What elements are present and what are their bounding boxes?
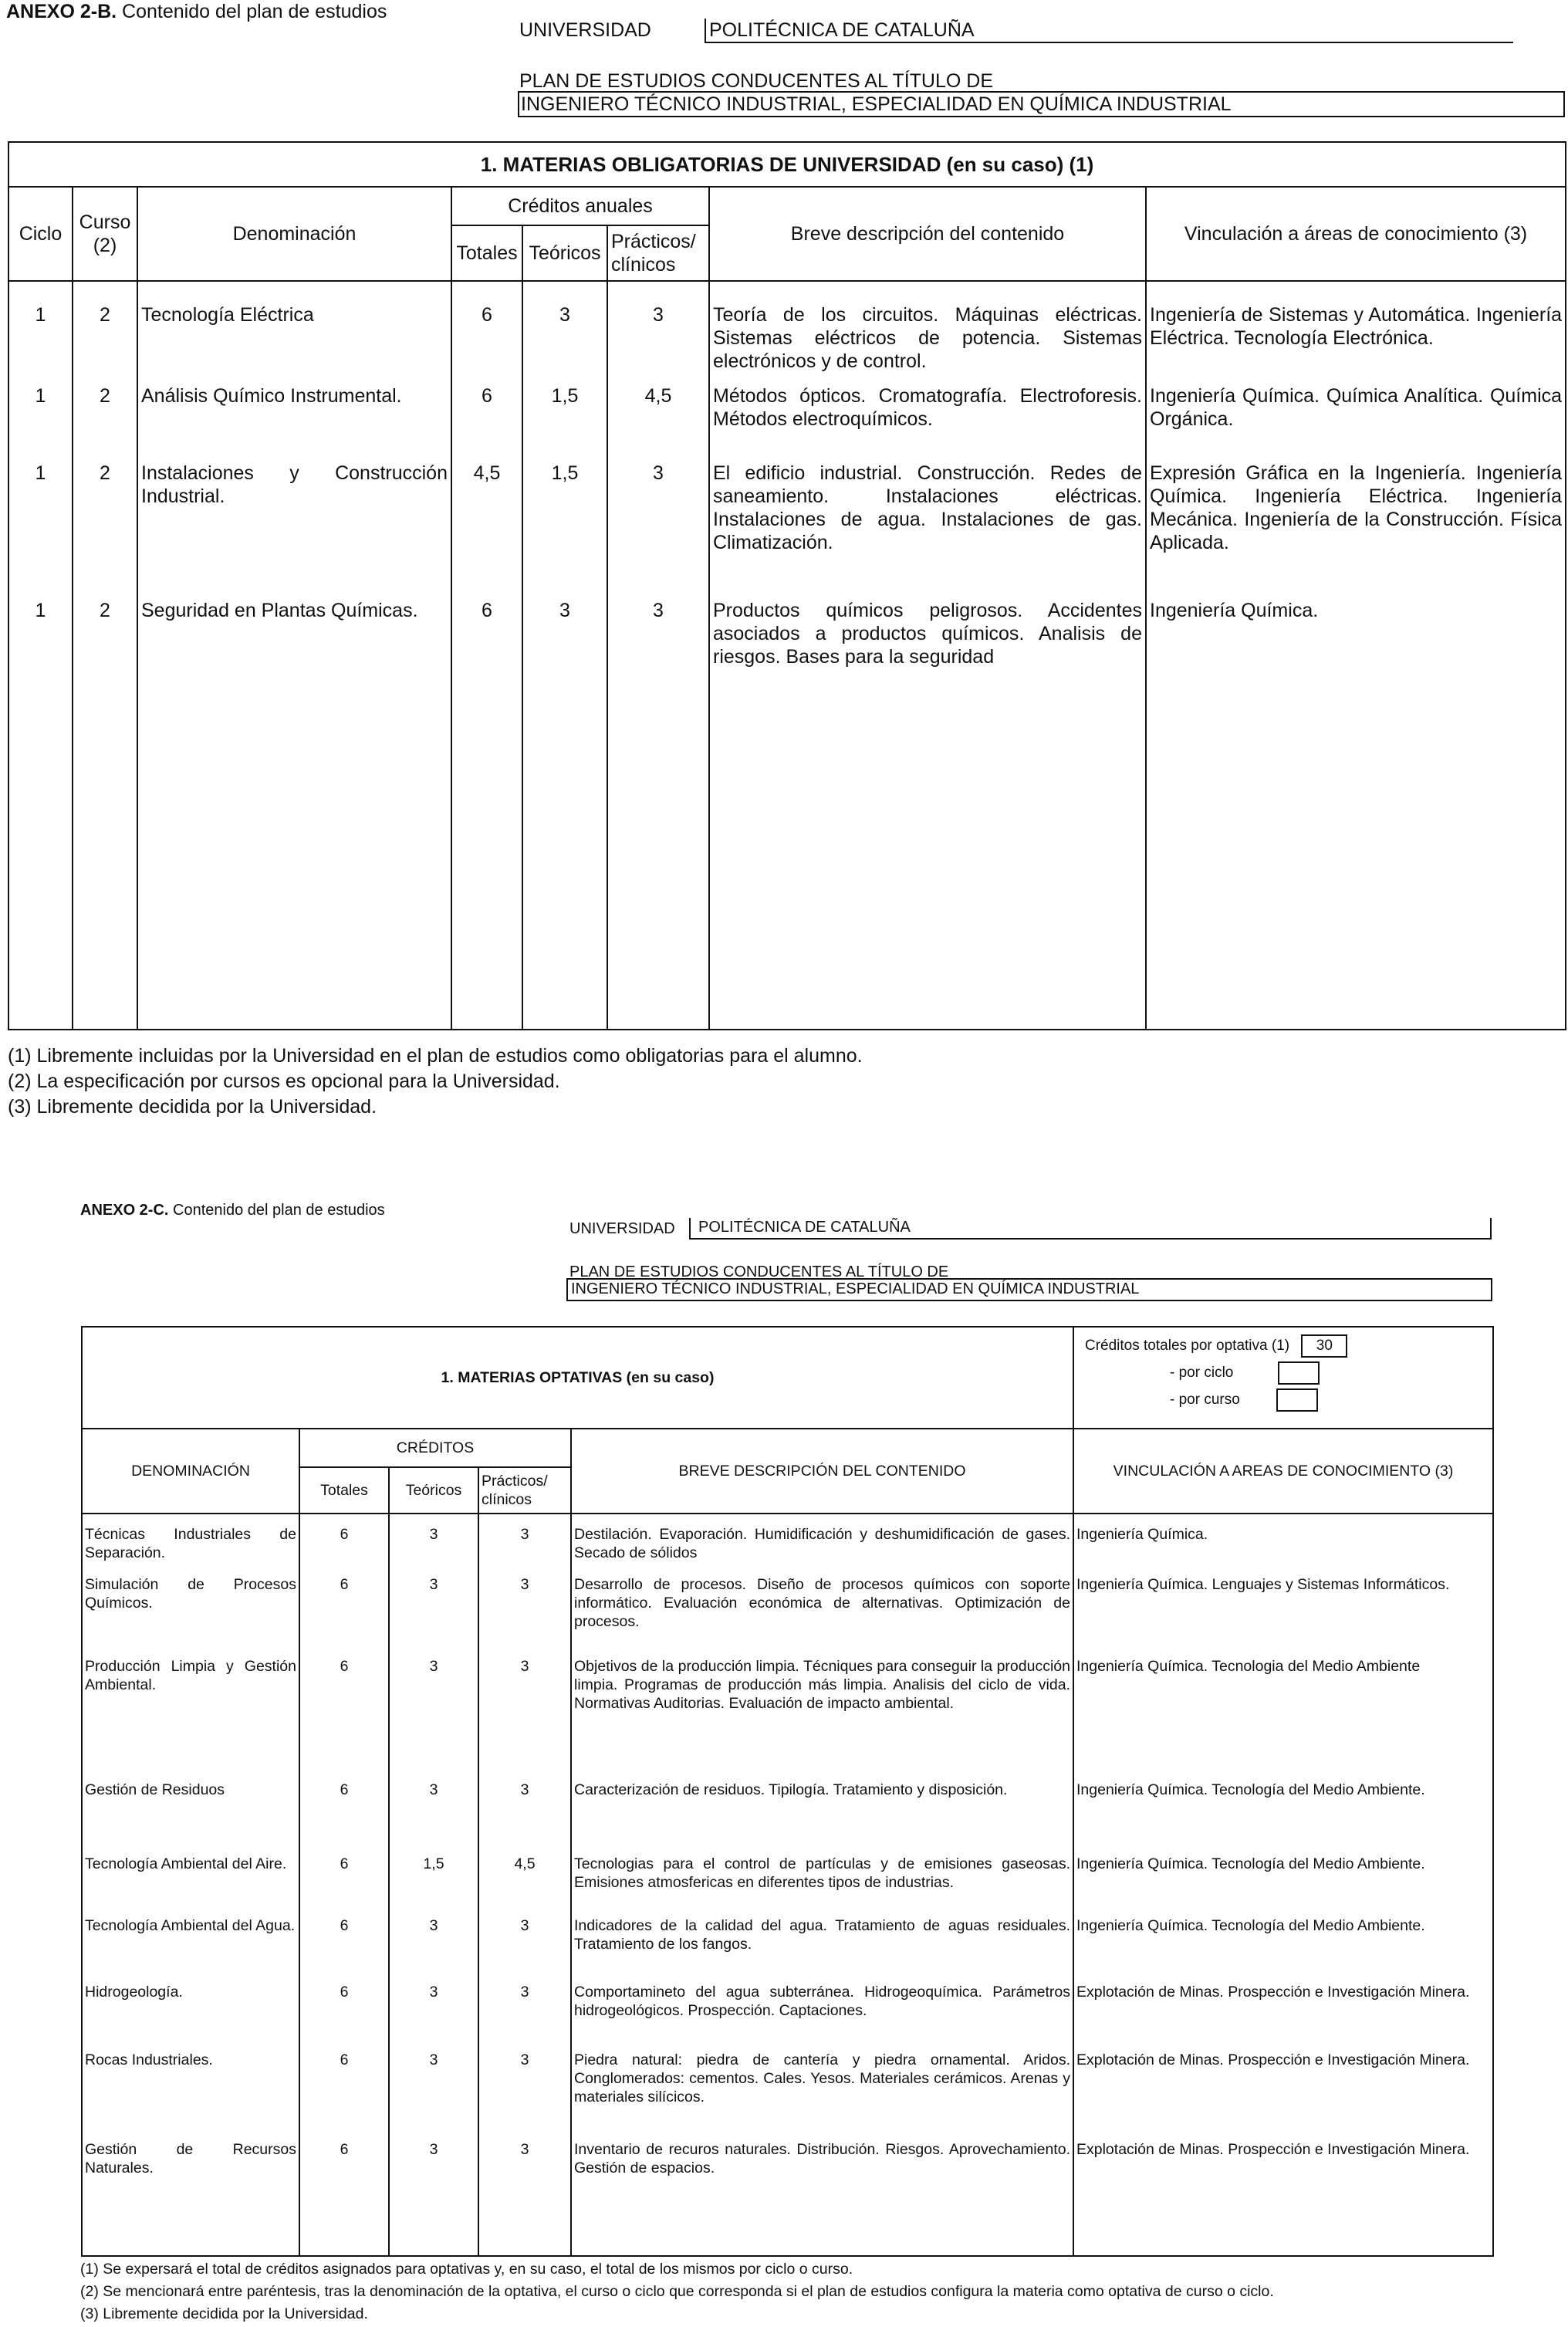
- cell-practicos: 4,5: [478, 1833, 571, 1916]
- cell-curso: 2: [73, 281, 137, 384]
- cell-descripcion: Tecnologias para el control de partículas y de emisiones gaseosas. Emisiones atmosfericas en diferentes tipos de industrias.: [571, 1833, 1073, 1916]
- cell-ciclo: 1: [8, 462, 73, 599]
- table-row: [82, 1514, 1493, 1566]
- annex-c-footnotes: [80, 2258, 1274, 2325]
- cell-practicos: 3: [478, 1566, 571, 1657]
- cell-descripcion: Indicadores de la calidad del agua. Tratamiento de aguas residuales. Tratamiento de los fangos.: [571, 1916, 1073, 1983]
- table-row: [82, 1983, 1493, 2051]
- cell-descripcion: Piedra natural: piedra de cantería y piedra ornamental. Aridos. Conglomerados: cementos. Cales. Yesos. Materiales cerámicos. Arenas y materiales silícicos.: [571, 2051, 1073, 2140]
- cell-totales: 6: [299, 1657, 389, 1768]
- cell-practicos: 3: [607, 462, 709, 599]
- cell-ciclo: 1: [8, 384, 73, 462]
- col-header-totales: Totales: [299, 1467, 389, 1514]
- table-row: [82, 2051, 1493, 2140]
- cell-practicos: 3: [478, 1768, 571, 1833]
- creditos-totales-panel: [1073, 1327, 1493, 1429]
- cell-descripcion: Comportamineto del agua subterránea. Hidrogeoquímica. Parámetros hidrogeológicos. Prospección. Captaciones.: [571, 1983, 1073, 2051]
- cell-teoricos: 1,5: [522, 384, 607, 462]
- col-header-creditos: CRÉDITOS: [299, 1429, 571, 1467]
- cell-vinculacion: Expresión Gráfica en la Ingeniería. Ingeniería Química. Ingeniería Eléctrica. Ingeniería Mecánica. Ingeniería de la Construcción. Física Aplicada.: [1146, 462, 1566, 599]
- col-header-practicos: Prácticos/ clínicos: [607, 225, 709, 281]
- cell-vinculacion: Ingeniería Química.: [1146, 599, 1566, 1030]
- cell-descripcion: El edificio industrial. Construcción. Redes de saneamiento. Instalaciones eléctricas. Instalaciones de agua. Instalaciones de gas. Climatización.: [709, 462, 1146, 599]
- table-row: [8, 384, 1566, 462]
- table-row: [82, 1768, 1493, 1833]
- cell-teoricos: 1,5: [389, 1833, 478, 1916]
- annex-c-label: ANEXO 2-C.: [80, 1202, 169, 1219]
- por-curso-box: [1276, 1388, 1318, 1412]
- footnote: (1) Se expersará el total de créditos asignados para optativas y, en su caso, el total de los mismos por ciclo o curso.: [80, 2261, 853, 2278]
- annex-b-universidad-field: [705, 19, 1513, 43]
- annex-b-label: ANEXO 2-B.: [6, 1, 117, 22]
- cell-curso: 2: [73, 599, 137, 1030]
- cell-totales: 6: [299, 1833, 389, 1916]
- cell-descripcion: Productos químicos peligrosos. Accidentes asociados a productos químicos. Analisis de riesgos. Bases para la seguridad: [709, 599, 1146, 1030]
- cell-vinculacion: Ingeniería Química. Tecnología del Medio Ambiente.: [1073, 1916, 1493, 1983]
- cell-teoricos: 3: [389, 1768, 478, 1833]
- cell-vinculacion: Ingeniería Química. Química Analítica. Química Orgánica.: [1146, 384, 1566, 462]
- cell-practicos: 3: [478, 1983, 571, 2051]
- col-header-denominacion: Denominación: [137, 187, 451, 281]
- por-ciclo-label: - por ciclo: [1170, 1365, 1234, 1381]
- col-header-creditos: Créditos anuales: [451, 187, 709, 225]
- por-ciclo-box: [1278, 1361, 1320, 1385]
- col-header-teoricos: Teóricos: [389, 1467, 478, 1514]
- cell-practicos: 3: [478, 1657, 571, 1768]
- cell-practicos: 4,5: [607, 384, 709, 462]
- cell-vinculacion: Ingeniería Química. Lenguajes y Sistemas Informáticos.: [1073, 1566, 1493, 1657]
- cell-vinculacion: Explotación de Minas. Prospección e Investigación Minera.: [1073, 1983, 1493, 2051]
- cell-totales: 6: [451, 281, 522, 384]
- footnote: (2) Se mencionará entre paréntesis, tras la denominación de la optativa, el curso o ciclo que corresponda si el plan de estudios configura la materia como optativa de curso o ciclo.: [80, 2283, 1274, 2300]
- cell-totales: 6: [299, 1566, 389, 1657]
- cell-totales: 6: [299, 1916, 389, 1983]
- annex-b-heading: [6, 0, 387, 23]
- cell-teoricos: 3: [389, 1514, 478, 1566]
- table-row: [82, 1916, 1493, 1983]
- annex-c-table-title: 1. MATERIAS OPTATIVAS (en su caso): [82, 1327, 1073, 1429]
- footnote: (3) Libremente decidida por la Universidad.: [80, 2305, 368, 2322]
- cell-teoricos: 3: [389, 2140, 478, 2256]
- cell-totales: 6: [299, 2140, 389, 2256]
- annex-c-heading: [80, 1201, 385, 1219]
- cell-totales: 4,5: [451, 462, 522, 599]
- cell-descripcion: Teoría de los circuitos. Máquinas eléctricas. Sistemas eléctricos de potencia. Sistemas electrónicos y de control.: [709, 281, 1146, 384]
- cell-teoricos: 3: [389, 2051, 478, 2140]
- annex-c-table: [81, 1326, 1494, 2257]
- col-header-teoricos: Teóricos: [522, 225, 607, 281]
- cell-totales: 6: [299, 1983, 389, 2051]
- cell-denominacion: Rocas Industriales.: [82, 2051, 299, 2140]
- cell-teoricos: 3: [389, 1916, 478, 1983]
- annex-b-universidad-label: UNIVERSIDAD: [519, 19, 651, 41]
- col-header-vinculacion: VINCULACIÓN A AREAS DE CONOCIMIENTO (3): [1073, 1429, 1493, 1514]
- col-header-curso: Curso (2): [73, 187, 137, 281]
- col-header-vinculacion: Vinculación a áreas de conocimiento (3): [1146, 187, 1566, 281]
- cell-totales: 6: [299, 1768, 389, 1833]
- col-header-ciclo: Ciclo: [8, 187, 73, 281]
- cell-practicos: 3: [607, 599, 709, 1030]
- cell-teoricos: 3: [389, 1566, 478, 1657]
- cell-totales: 6: [299, 2051, 389, 2140]
- footnote: (3) Libremente decidida por la Universidad.: [8, 1096, 377, 1118]
- cell-curso: 2: [73, 462, 137, 599]
- cell-denominacion: Gestión de Recursos Naturales.: [82, 2140, 299, 2256]
- table-row: [82, 1566, 1493, 1657]
- cell-descripcion: Métodos ópticos. Cromatografía. Electroforesis. Métodos electroquímicos.: [709, 384, 1146, 462]
- cell-descripcion: Caracterización de residuos. Tipilogía. Tratamiento y disposición.: [571, 1768, 1073, 1833]
- cell-denominacion: Tecnología Ambiental del Aire.: [82, 1833, 299, 1916]
- footnote: (1) Libremente incluidas por la Universidad en el plan de estudios como obligatorias para el alumno.: [8, 1045, 863, 1067]
- table-row: [8, 599, 1566, 1030]
- cell-teoricos: 3: [389, 1657, 478, 1768]
- table-row: [82, 2140, 1493, 2256]
- annex-b-plan-value: INGENIERO TÉCNICO INDUSTRIAL, ESPECIALIDAD EN QUÍMICA INDUSTRIAL: [521, 93, 1232, 115]
- cell-descripcion: Desarrollo de procesos. Diseño de procesos químicos con soporte informático. Evaluación económica de alternativas. Optimización de procesos.: [571, 1566, 1073, 1657]
- cell-totales: 6: [451, 599, 522, 1030]
- annex-b-plan-label: PLAN DE ESTUDIOS CONDUCENTES AL TÍTULO DE: [519, 70, 994, 92]
- cell-practicos: 3: [478, 2051, 571, 2140]
- cell-totales: 6: [451, 384, 522, 462]
- annex-c-universidad-label: UNIVERSIDAD: [569, 1220, 675, 1237]
- por-curso-label: - por curso: [1170, 1392, 1240, 1408]
- creditos-totales-label: Créditos totales por optativa (1): [1085, 1338, 1290, 1354]
- cell-ciclo: 1: [8, 599, 73, 1030]
- table-row: [82, 1833, 1493, 1916]
- cell-vinculacion: Ingeniería Química.: [1073, 1514, 1493, 1566]
- cell-descripcion: Objetivos de la producción limpia. Técniques para conseguir la producción limpia. Programas de producción más limpia. Analisis del ciclo de vida. Normativas Auditorias. Evaluación de impacto ambiental.: [571, 1657, 1073, 1768]
- cell-denominacion: Tecnología Ambiental del Agua.: [82, 1916, 299, 1983]
- col-header-denominacion: DENOMINACIÓN: [82, 1429, 299, 1514]
- table-row: [82, 1657, 1493, 1768]
- annex-c-universidad-value: POLITÉCNICA DE CATALUÑA: [698, 1219, 911, 1236]
- cell-vinculacion: Explotación de Minas. Prospección e Investigación Minera.: [1073, 2051, 1493, 2140]
- cell-denominacion: Producción Limpia y Gestión Ambiental.: [82, 1657, 299, 1768]
- annex-b-table-title: 1. MATERIAS OBLIGATORIAS DE UNIVERSIDAD (en su caso) (1): [8, 142, 1566, 187]
- cell-denominacion: Análisis Químico Instrumental.: [137, 384, 451, 462]
- col-header-descripcion: BREVE DESCRIPCIÓN DEL CONTENIDO: [571, 1429, 1073, 1514]
- cell-denominacion: Seguridad en Plantas Químicas.: [137, 599, 451, 1030]
- cell-descripcion: Inventario de recuros naturales. Distribución. Riesgos. Aprovechamiento. Gestión de espacios.: [571, 2140, 1073, 2256]
- cell-practicos: 3: [607, 281, 709, 384]
- creditos-totales-value: 30: [1301, 1334, 1347, 1358]
- annex-b-plan-field: [518, 91, 1565, 117]
- cell-ciclo: 1: [8, 281, 73, 384]
- cell-teoricos: 3: [522, 281, 607, 384]
- table-row: [8, 462, 1566, 599]
- cell-denominacion: Instalaciones y Construcción Industrial.: [137, 462, 451, 599]
- cell-practicos: 3: [478, 1514, 571, 1566]
- cell-practicos: 3: [478, 1916, 571, 1983]
- cell-vinculacion: Ingeniería Química. Tecnología del Medio Ambiente.: [1073, 1833, 1493, 1916]
- table-row: [8, 281, 1566, 384]
- annex-b-table: [8, 141, 1566, 1030]
- cell-denominacion: Simulación de Procesos Químicos.: [82, 1566, 299, 1657]
- cell-practicos: 3: [478, 2140, 571, 2256]
- annex-c-plan-value: INGENIERO TÉCNICO INDUSTRIAL, ESPECIALIDAD EN QUÍMICA INDUSTRIAL: [571, 1280, 1140, 1297]
- annex-c-universidad-field: [689, 1218, 1492, 1240]
- cell-vinculacion: Ingeniería Química. Tecnología del Medio Ambiente.: [1073, 1768, 1493, 1833]
- cell-denominacion: Técnicas Industriales de Separación.: [82, 1514, 299, 1566]
- cell-vinculacion: Ingeniería Química. Tecnologia del Medio Ambiente: [1073, 1657, 1493, 1768]
- annex-b-footnotes: [8, 1043, 863, 1120]
- cell-vinculacion: Ingeniería de Sistemas y Automática. Ingeniería Eléctrica. Tecnología Electrónica.: [1146, 281, 1566, 384]
- annex-c-plan-field: [566, 1278, 1492, 1301]
- cell-descripcion: Destilación. Evaporación. Humidificación y deshumidificación de gases. Secado de sólidos: [571, 1514, 1073, 1566]
- cell-denominacion: Gestión de Residuos: [82, 1768, 299, 1833]
- cell-denominacion: Hidrogeología.: [82, 1983, 299, 2051]
- cell-teoricos: 1,5: [522, 462, 607, 599]
- annex-c-subtitle: Contenido del plan de estudios: [173, 1202, 385, 1219]
- col-header-totales: Totales: [451, 225, 522, 281]
- cell-vinculacion: Explotación de Minas. Prospección e Investigación Minera.: [1073, 2140, 1493, 2256]
- col-header-practicos: Prácticos/ clínicos: [478, 1467, 571, 1514]
- annex-c-plan-label: PLAN DE ESTUDIOS CONDUCENTES AL TÍTULO DE: [569, 1263, 949, 1280]
- cell-curso: 2: [73, 384, 137, 462]
- cell-teoricos: 3: [522, 599, 607, 1030]
- cell-denominacion: Tecnología Eléctrica: [137, 281, 451, 384]
- annex-b-subtitle: Contenido del plan de estudios: [122, 1, 387, 22]
- cell-totales: 6: [299, 1514, 389, 1566]
- cell-teoricos: 3: [389, 1983, 478, 2051]
- col-header-descripcion: Breve descripción del contenido: [709, 187, 1146, 281]
- annex-b-universidad-value: POLITÉCNICA DE CATALUÑA: [709, 19, 975, 41]
- footnote: (2) La especificación por cursos es opcional para la Universidad.: [8, 1070, 560, 1092]
